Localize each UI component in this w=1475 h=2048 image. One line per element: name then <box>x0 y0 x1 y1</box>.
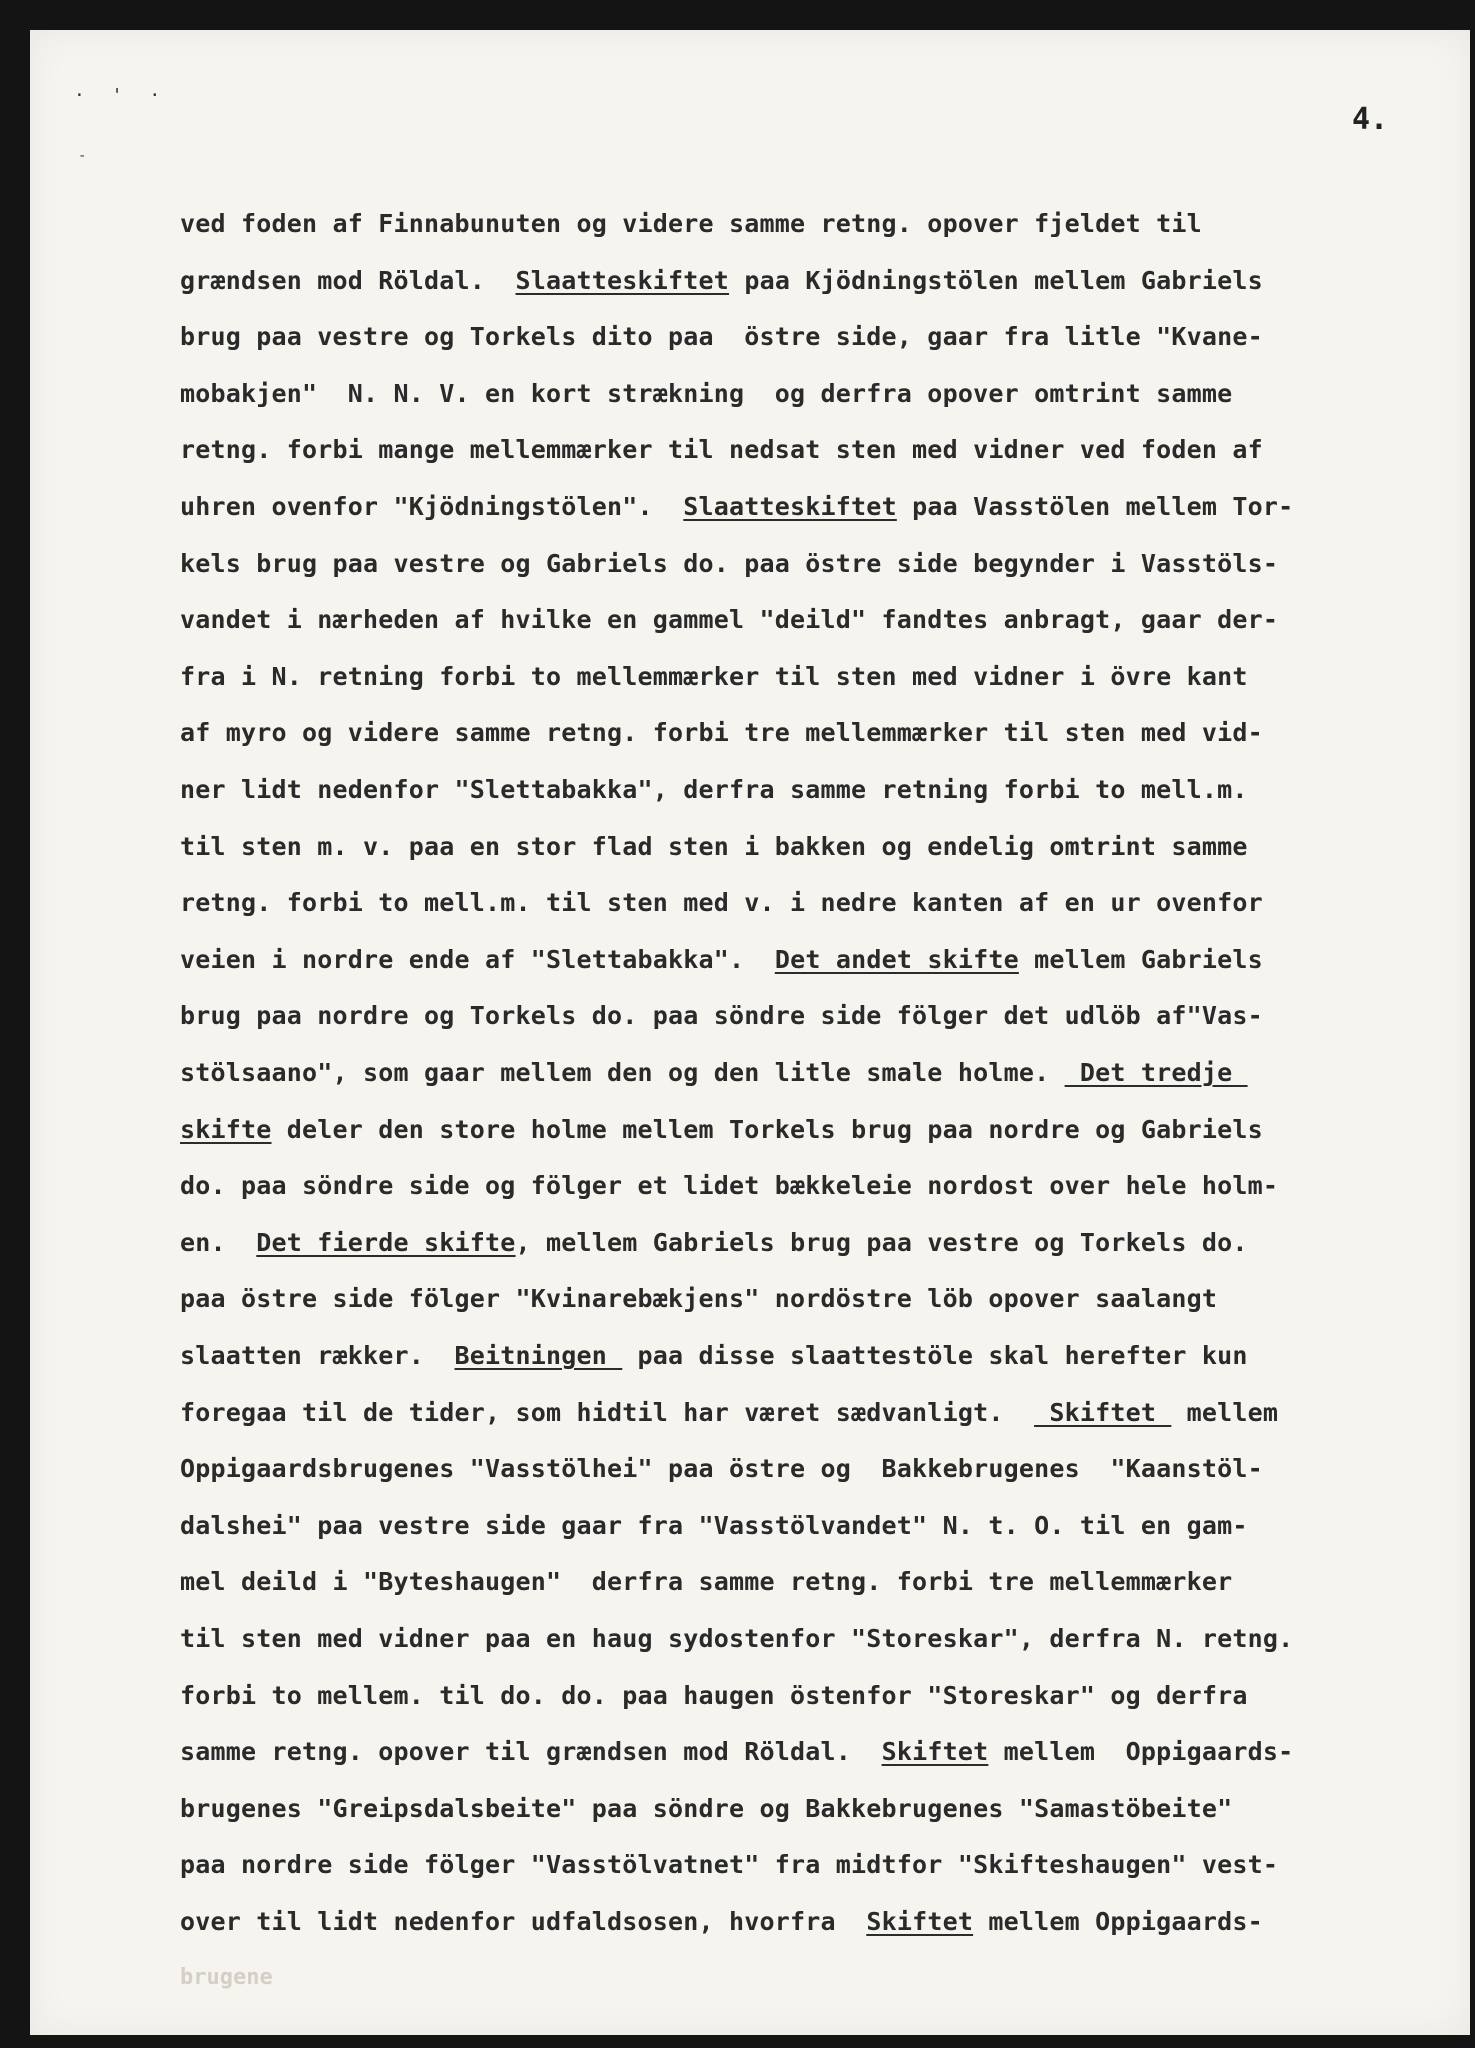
text-segment: vandet i nærheden af hvilke en gammel "deild" fandtes anbragt, gaar der- <box>180 605 1279 635</box>
text-line <box>180 1780 1232 1837</box>
margin-dash: - <box>78 148 87 164</box>
text-segment: veien i nordre ende af "Slettabakka". <box>180 944 775 974</box>
underlined-heading: Skiftet <box>881 1737 989 1767</box>
text-line <box>180 1327 1248 1384</box>
text-line <box>180 987 1263 1044</box>
underlined-heading: Det tredje <box>1064 1058 1248 1087</box>
text-segment: retng. forbi to mell.m. til sten med v. i nedre kanten af en ur ovenfor <box>180 888 1263 918</box>
text-segment: samme retng. opover til grændsen mod Röldal. <box>180 1737 882 1767</box>
text-segment: brug paa vestre og Torkels dito paa östre side, gaar fra litle "Kvane- <box>180 322 1263 352</box>
text-segment: , mellem Gabriels brug paa vestre og Torkels do. <box>515 1227 1248 1257</box>
text-segment: paa östre side fölger "Kvinarebækjens" nordöstre löb opover saalangt <box>180 1284 1218 1314</box>
text-segment: foregaa til de tider, som hidtil har været sædvanligt. <box>180 1397 1035 1427</box>
text-line <box>180 1440 1263 1497</box>
text-segment: til sten med vidner paa en haug sydostenfor "Storeskar", derfra N. retng. <box>180 1624 1294 1653</box>
underlined-heading: Det fierde skifte <box>256 1227 516 1257</box>
text-line <box>180 535 1278 592</box>
text-line <box>180 761 1248 818</box>
text-segment: slaatten rækker. <box>180 1341 455 1370</box>
text-line <box>180 1667 1248 1724</box>
document-page <box>30 30 1470 2035</box>
text-line <box>180 1610 1293 1667</box>
text-segment: mellem Oppigaards- <box>988 1737 1294 1767</box>
text-segment: paa nordre side fölger "Vasstölvatnet" fra midtfor "Skifteshaugen" vest- <box>180 1850 1279 1880</box>
text-segment: en. <box>180 1227 257 1257</box>
text-segment: mel deild i "Byteshaugen" derfra samme retng. forbi tre mellemmærker <box>180 1567 1233 1597</box>
text-segment: mobakjen" N. N. V. en kort strækning og derfra opover omtrint samme <box>180 378 1233 408</box>
text-segment: do. paa söndre side og fölger et lidet bækkeleie nordost over hele holm- <box>180 1171 1279 1201</box>
text-line <box>180 308 1263 365</box>
underlined-heading: skifte <box>180 1114 272 1144</box>
underlined-heading: Beitningen <box>454 1341 623 1370</box>
text-line <box>180 1836 1278 1893</box>
text-segment: mellem Oppigaards- <box>973 1907 1263 1936</box>
text-segment: stölsaano", som gaar mellem den og den litle smale holme. <box>180 1058 1065 1087</box>
text-line <box>180 704 1263 761</box>
text-segment: paa disse slaattestöle skal herefter kun <box>622 1341 1248 1370</box>
text-segment: kels brug paa vestre og Gabriels do. paa östre side begynder i Vasstöls- <box>180 548 1279 578</box>
text-line <box>180 195 1202 252</box>
text-segment: grændsen mod Röldal. <box>180 265 516 295</box>
text-segment: paa Vasstölen mellem Tor- <box>896 492 1294 521</box>
text-segment: paa Kjödningstölen mellem Gabriels <box>729 265 1263 295</box>
text-line <box>180 1044 1248 1101</box>
margin-marks: · ' · <box>74 85 169 106</box>
text-segment: fra i N. retning forbi to mellemmærker til sten med vidner i övre kant <box>180 661 1248 691</box>
text-line <box>180 818 1248 875</box>
page-number: 4. <box>1352 102 1389 137</box>
text-line <box>180 1270 1217 1327</box>
text-line <box>180 365 1232 422</box>
underlined-heading: Det andet skifte <box>774 944 1019 974</box>
underlined-heading: Skiftet <box>1034 1397 1172 1427</box>
text-segment: uhren ovenfor "Kjödningstölen". <box>180 492 684 521</box>
text-segment: retng. forbi mange mellemmærker til nedsat sten med vidner ved foden af <box>180 435 1263 465</box>
text-segment: dalshei" paa vestre side gaar fra "Vasstölvandet" N. t. O. til en gam- <box>180 1510 1248 1540</box>
text-segment: brug paa nordre og Torkels do. paa söndre side fölger det udlöb af"Vas- <box>180 1001 1263 1031</box>
underlined-heading: Skiftet <box>866 1907 974 1936</box>
bleed-through-text: brugene <box>180 1965 273 1990</box>
text-line <box>180 1384 1278 1441</box>
text-segment: mellem Gabriels <box>1018 944 1263 974</box>
text-segment: af myro og videre samme retng. forbi tre mellemmærker til sten med vid- <box>180 718 1263 748</box>
text-line <box>180 1553 1232 1610</box>
text-segment: Oppigaardsbrugenes "Vasstölhei" paa östre og Bakkebrugenes "Kaanstöl- <box>180 1454 1263 1484</box>
text-line <box>180 1497 1248 1554</box>
text-line <box>180 931 1263 988</box>
underlined-heading: Slaatteskiftet <box>683 492 897 521</box>
text-line <box>180 874 1263 931</box>
text-segment: brugenes "Greipsdalsbeite" paa söndre og Bakkebrugenes "Samastöbeite" <box>180 1793 1233 1823</box>
text-line <box>180 591 1278 648</box>
text-segment: ner lidt nedenfor "Slettabakka", derfra samme retning forbi to mell.m. <box>180 775 1248 804</box>
text-segment: deler den store holme mellem Torkels brug paa nordre og Gabriels <box>271 1114 1263 1144</box>
text-line <box>180 478 1293 535</box>
text-line <box>180 1214 1248 1271</box>
text-segment: til sten m. v. paa en stor flad sten i bakken og endelig omtrint samme <box>180 831 1248 861</box>
text-line <box>180 421 1263 478</box>
underlined-heading: Slaatteskiftet <box>515 265 730 295</box>
text-segment: mellem <box>1171 1397 1279 1427</box>
text-line <box>180 1101 1263 1158</box>
text-line <box>180 648 1248 705</box>
text-line <box>180 1893 1263 1950</box>
text-segment: over til lidt nedenfor udfaldsosen, hvorfra <box>180 1907 867 1936</box>
text-segment: ved foden af Finnabunuten og videre samme retng. opover fjeldet til <box>180 209 1202 238</box>
text-line <box>180 252 1263 309</box>
text-line <box>180 1157 1278 1214</box>
text-segment: forbi to mellem. til do. do. paa haugen östenfor "Storeskar" og derfra <box>180 1680 1248 1710</box>
text-line <box>180 1723 1293 1780</box>
